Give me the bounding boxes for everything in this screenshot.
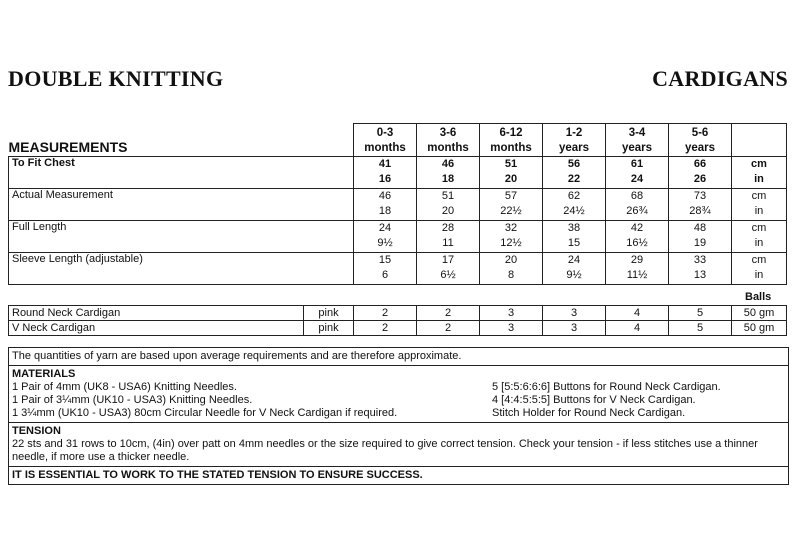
measurements-table [8,123,787,285]
size-header: 5-6 years [669,124,732,157]
value-cell: 17 6½ [417,253,480,285]
value-cell: 42 16½ [606,221,669,253]
balls-cell: 2 [354,321,417,336]
material-item: Stitch Holder for Round Neck Cardigan. [492,407,686,419]
material-item: 5 [5:5:6:6:6] Buttons for Round Neck Cardigan. [492,381,721,393]
yarn-row-label: V Neck Cardigan [9,321,304,336]
size-header: 0-3 months [354,124,417,157]
material-item: 1 Pair of 4mm (UK8 - USA6) Knitting Needles. [12,381,237,393]
value-cell: 61 24 [606,157,669,189]
pattern-category: DOUBLE KNITTING [8,66,224,91]
yarn-row-label: Round Neck Cardigan [9,306,304,321]
value-cell: 32 12½ [480,221,543,253]
value-cell: 38 15 [543,221,606,253]
value-cell: 68 26¾ [606,189,669,221]
tension-title: TENSION [12,425,61,437]
balls-cell: 4 [606,321,669,336]
material-item: 4 [4:4:5:5:5] Buttons for V Neck Cardigan. [492,394,696,406]
value-cell: 46 18 [354,189,417,221]
quantities-note: The quantities of yarn are based upon average requirements and are therefore approximate. [9,348,788,366]
yarn-table [8,305,787,336]
row-label: Actual Measurement [9,189,354,221]
table-row [9,221,787,253]
table-row [9,253,787,285]
garment-type: CARDIGANS [652,66,788,91]
value-cell: 56 22 [543,157,606,189]
balls-cell: 3 [480,306,543,321]
table-row [9,189,787,221]
notes-box [8,347,789,485]
value-cell: 46 18 [417,157,480,189]
value-cell: 73 28¾ [669,189,732,221]
yarn-colour: pink [304,321,354,336]
balls-cell: 5 [669,321,732,336]
balls-cell: 3 [480,321,543,336]
ball-weight: 50 gm [732,306,787,321]
materials-notions [492,381,785,420]
size-header: 6-12 months [480,124,543,157]
balls-cell: 2 [354,306,417,321]
table-row [9,157,787,189]
balls-cell: 3 [543,321,606,336]
value-cell: 33 13 [669,253,732,285]
materials-title: MATERIALS [12,368,76,380]
unit-cell: cm in [732,189,787,221]
tension-text: 22 sts and 31 rows to 10cm, (4in) over patt on 4mm needles or the size required to give correct tension. Check your tension - if less stitches use a thinner needle, if more use a thicker needle. [12,438,758,463]
size-header: 1-2 years [543,124,606,157]
size-header: 3-6 months [417,124,480,157]
ball-weight: 50 gm [732,321,787,336]
value-cell: 20 8 [480,253,543,285]
unit-cell: cm in [732,157,787,189]
essential-note: IT IS ESSENTIAL TO WORK TO THE STATED TENSION TO ENSURE SUCCESS. [12,469,423,481]
unit-header [732,124,787,157]
material-item: 1 3¼mm (UK10 - USA3) 80cm Circular Needle for V Neck Cardigan if required. [12,407,398,419]
row-label: Full Length [9,221,354,253]
row-label: Sleeve Length (adjustable) [9,253,354,285]
balls-label: Balls [745,291,772,303]
value-cell: 24 9½ [543,253,606,285]
measurements-header-row [9,124,787,157]
value-cell: 24 9½ [354,221,417,253]
balls-cell: 2 [417,306,480,321]
material-item: 1 Pair of 3¼mm (UK10 - USA3) Knitting Needles. [12,394,253,406]
tension-section [9,423,788,467]
unit-cell: cm in [732,253,787,285]
value-cell: 57 22½ [480,189,543,221]
value-cell: 51 20 [480,157,543,189]
measurements-title: MEASUREMENTS [9,124,354,157]
balls-cell: 2 [417,321,480,336]
yarn-colour: pink [304,306,354,321]
value-cell: 29 11½ [606,253,669,285]
value-cell: 15 6 [354,253,417,285]
unit-cell: cm in [732,221,787,253]
balls-cell: 4 [606,306,669,321]
table-row [9,321,787,336]
value-cell: 66 26 [669,157,732,189]
materials-section [9,366,788,423]
value-cell: 51 20 [417,189,480,221]
table-row [9,306,787,321]
value-cell: 41 16 [354,157,417,189]
balls-cell: 5 [669,306,732,321]
value-cell: 28 11 [417,221,480,253]
materials-needles [12,381,492,420]
balls-cell: 3 [543,306,606,321]
row-label: To Fit Chest [9,157,354,189]
value-cell: 48 19 [669,221,732,253]
value-cell: 62 24½ [543,189,606,221]
size-header: 3-4 years [606,124,669,157]
